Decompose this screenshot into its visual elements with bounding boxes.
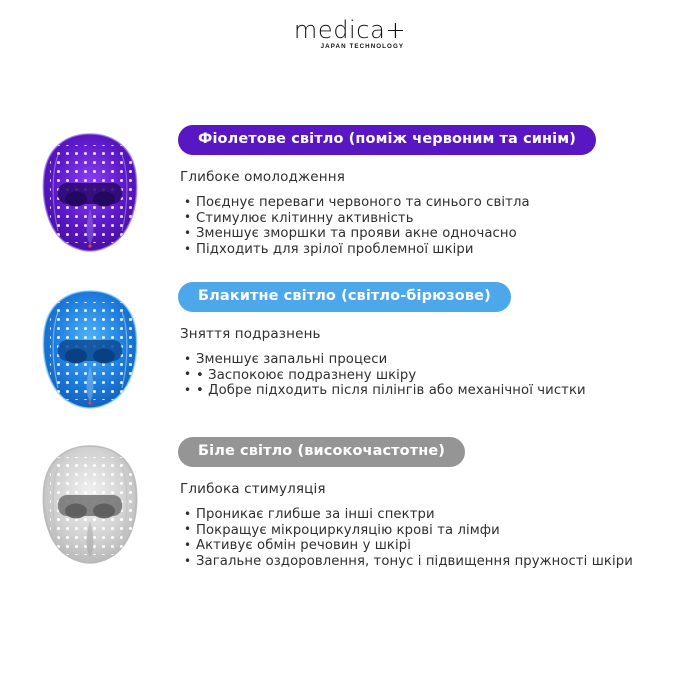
benefit-list-white <box>178 507 688 569</box>
list-item: • Поєднує переваги червоного та синього світла <box>178 195 688 211</box>
benefit-list-blue <box>178 352 688 399</box>
list-item: • Активує обмін речовин у шкірі <box>178 538 688 554</box>
brand-logo <box>0 18 700 53</box>
list-item: • Зменшує запальні процеси <box>178 352 688 368</box>
blue-led-mask <box>36 288 144 410</box>
brand-name <box>294 18 406 50</box>
pill-heading-white: Біле світло (високочастотне) <box>178 437 465 467</box>
subtitle-white: Глибока стимуляція <box>180 481 326 498</box>
list-item: • • Заспокоює подразнену шкіру <box>178 368 688 384</box>
white-content <box>178 437 688 570</box>
pill-heading-violet: Фіолетове світло (поміж червоним та синім) <box>178 125 596 155</box>
white-led-mask <box>36 443 144 565</box>
pill-heading-blue: Блакитне світло (світло-бірюзове) <box>178 282 511 312</box>
subtitle-blue: Зняття подразнень <box>180 326 321 343</box>
benefit-list-violet <box>178 195 688 257</box>
list-item: • Підходить для зрілої проблемної шкіри <box>178 242 688 258</box>
blue-content <box>178 282 688 399</box>
list-item: • Стимулює клітинну активність <box>178 211 688 227</box>
list-item: • • Добре підходить після пілінгів або механічної чистки <box>178 383 688 399</box>
list-item: • Загальне оздоровлення, тонус і підвищення пружності шкіри <box>178 554 688 570</box>
brand-tagline: JAPAN TECHNOLOGY <box>320 43 405 50</box>
brand-name-text: medica+ <box>293 16 407 44</box>
list-item: • Зменшує зморшки та прояви акне одночасно <box>178 226 688 242</box>
list-item: • Покращує мікроциркуляцію крові та лімфи <box>178 523 688 539</box>
violet-content <box>178 125 688 258</box>
violet-led-mask <box>36 131 144 253</box>
subtitle-violet: Глибоке омолодження <box>180 169 345 186</box>
list-item: • Проникає глибше за інші спектри <box>178 507 688 523</box>
